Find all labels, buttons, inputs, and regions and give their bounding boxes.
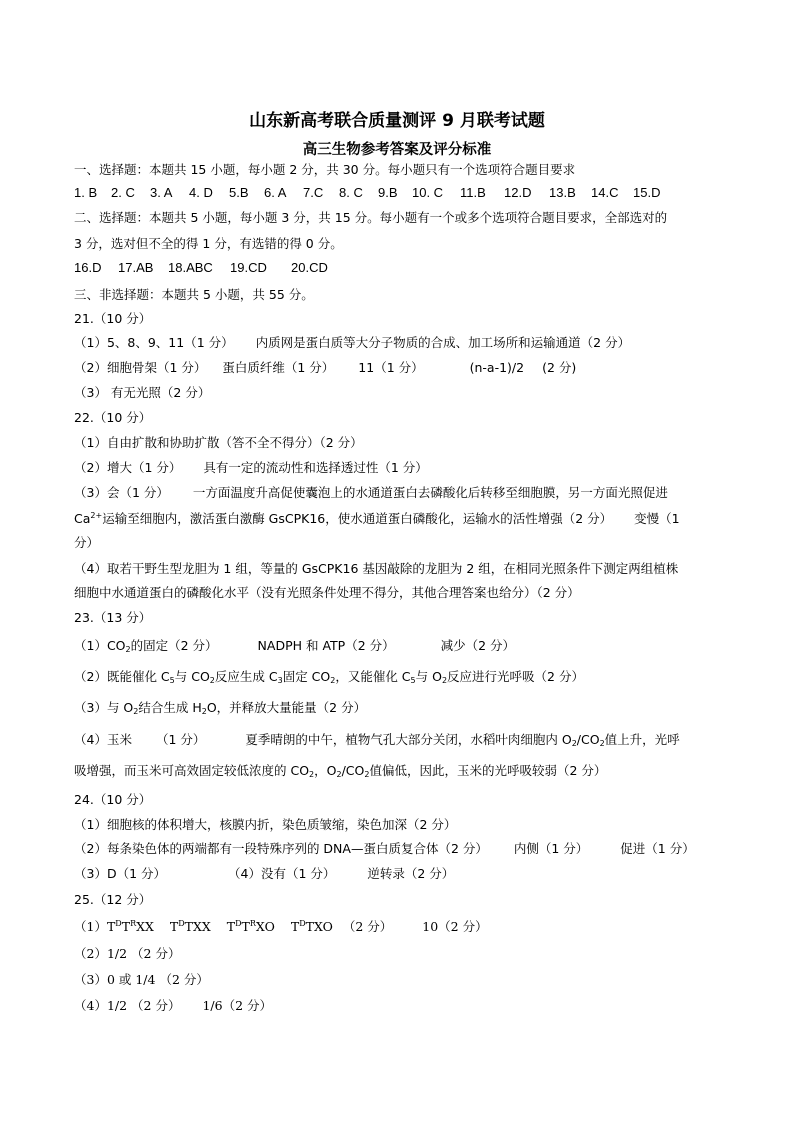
q25-answer-2: （2）1/2 （2 分） [74, 946, 181, 961]
answer-text: 值上升，光呼 [604, 732, 680, 747]
q21-answer-2 [74, 359, 576, 376]
part2-heading-line1: 二、选择题：本题共 5 小题，每小题 3 分，共 15 分。每小题有一个或多个选项符合题目要求，全部选对的 [74, 210, 668, 225]
subscript: 2 [125, 645, 131, 654]
answer-item: 3. A [150, 185, 173, 200]
subscript: 2 [330, 676, 336, 685]
answer-text: 值偏低，因此，玉米的光呼吸较弱（2 分） [369, 763, 607, 778]
answer-item: 8. C [339, 185, 363, 200]
q24-heading: 24.（10 分） [74, 792, 152, 807]
answer-item: 19.CD [230, 260, 267, 275]
q22-answer-4-cont: 细胞中水通道蛋白的磷酸化水平（没有光照条件处理不得分，其他合理答案也给分）（2 分） [74, 585, 580, 600]
answer-text: 减少（2 分） [440, 638, 516, 653]
document-title: 山东新高考联合质量测评 9 月联考试题 [249, 111, 545, 131]
subscript: 5 [169, 676, 175, 685]
q23-heading: 23.（13 分） [74, 610, 152, 625]
answer-item: 1. B [74, 185, 98, 200]
subscript: 2 [571, 739, 577, 748]
subscript: 5 [410, 676, 416, 685]
part2-heading-line2: 3 分，选对但不全的得 1 分，有选错的得 0 分。 [74, 236, 343, 251]
answer-text: 促进（1 分） [620, 841, 695, 856]
q22-answer-1: （1）自由扩散和协助扩散（答不全不得分）（2 分） [74, 435, 363, 450]
q23-answer-3 [74, 699, 366, 716]
q22-answer-3-cont [74, 510, 680, 527]
answer-text: （3）D（1 分） [74, 866, 167, 881]
answer-text: 逆转录（2 分） [367, 866, 455, 881]
answer-text: ，又能催化 C [335, 669, 411, 684]
q23-answer-4-cont [74, 762, 606, 779]
answer-item: 13.B [549, 185, 576, 200]
answer-item: 5.B [229, 185, 249, 200]
answer-item: 4. D [189, 185, 213, 200]
answer-item: 14.C [591, 185, 619, 200]
q23-answer-1 [74, 637, 515, 654]
answer-text: /CO [576, 732, 600, 747]
answer-text: 结合生成 H [138, 700, 202, 715]
q25-answer-3: （3）0 或 1/4 （2 分） [74, 972, 209, 987]
genotype: $T^DT^RXO$ [226, 919, 275, 934]
answer-item: 7.C [303, 185, 324, 200]
part3-heading: 三、非选择题：本题共 5 小题，共 55 分。 [74, 287, 314, 302]
answer-item: 10. C [412, 185, 444, 200]
q21-answer-1 [74, 334, 630, 351]
q25-answer-4 [74, 997, 272, 1014]
q22-heading: 22.（10 分） [74, 410, 152, 425]
q22-answer-3 [74, 484, 668, 501]
answer-item: 11.B [460, 185, 486, 200]
answer-item: 17.AB [118, 260, 154, 275]
subscript: 2 [201, 707, 207, 716]
answer-text: （3）与 O [74, 700, 134, 715]
answer-text: 11（1 分） [358, 360, 424, 375]
answer-text: （2）增大（1 分） [74, 460, 182, 475]
superscript: 2+ [90, 511, 103, 520]
genotype: $T^DT^RXX$ [106, 919, 154, 934]
document-subtitle: 高三生物参考答案及评分标准 [302, 142, 492, 158]
answer-item: 18.ABC [168, 260, 213, 275]
subscript: 2 [209, 676, 215, 685]
part1-heading: 一、选择题：本题共 15 小题，每小题 2 分，共 30 分。每小题只有一个选项符合题目要求 [74, 162, 576, 177]
answer-text: 与 O [415, 669, 442, 684]
answer-item: 20.CD [291, 260, 328, 275]
answer-text: 内侧（1 分） [513, 841, 589, 856]
answer-text: （1）5、8、9、11（1 分） [74, 335, 234, 350]
answer-text: 反应生成 C [214, 669, 278, 684]
answer-text: /CO [341, 763, 365, 778]
answer-item: 12.D [504, 185, 532, 200]
answer-item: 15.D [633, 185, 661, 200]
answer-text: 夏季晴朗的中午，植物气孔大部分关闭，水稻叶肉细胞内 O [245, 732, 572, 747]
q24-answer-1: （1）细胞核的体积增大，核膜内折，染色质皱缩，染色加深（2 分） [74, 817, 457, 832]
answer-text: （1） [74, 919, 107, 934]
answer-text: Ca [74, 511, 91, 526]
q25-answer-1 [74, 918, 488, 935]
subscript: 2 [309, 770, 315, 779]
answer-text: 的固定（2 分） [130, 638, 218, 653]
answer-text: 一方面温度升高促使囊泡上的水通道蛋白去磷酸化后转移至细胞膜，另一方面光照促进 [192, 485, 668, 500]
q25-heading: 25.（12 分） [74, 892, 152, 907]
answer-text: （4）玉米 [74, 732, 132, 747]
answer-text: 具有一定的流动性和选择透过性（1 分） [203, 460, 428, 475]
answer-text: （2）既能催化 C [74, 669, 170, 684]
answer-text: 与 CO [174, 669, 210, 684]
q23-answer-2 [74, 668, 584, 685]
answer-text: (2 分) [542, 360, 577, 375]
answer-text: （1）CO [74, 638, 126, 653]
subscript: 2 [133, 707, 139, 716]
answer-text: 内质网是蛋白质等大分子物质的合成、加工场所和运输通道（2 分） [255, 335, 631, 350]
q22-answer-2 [74, 459, 428, 476]
q22-answer-4: （4）取若干野生型龙胆为 1 组，等量的 GsCPK16 基因敲除的龙胆为 2 组，在相同光照条件下测定两组植株 [74, 561, 679, 576]
answer-item: 9.B [378, 185, 398, 200]
answer-text: （4）1/2 （2 分） [74, 998, 181, 1013]
answer-text: 固定 CO [282, 669, 331, 684]
genotype: $T^DTXX$ [169, 919, 211, 934]
subscript: 3 [277, 676, 283, 685]
answer-text: 10（2 分） [422, 919, 488, 934]
answer-text: O，并释放大量能量（2 分） [206, 700, 367, 715]
answer-text: （2）每条染色体的两端都有一段特殊序列的 DNA—蛋白质复合体（2 分） [74, 841, 488, 856]
answer-item: 16.D [74, 260, 102, 275]
answer-text: (n-a-1)/2 [469, 360, 525, 375]
subscript: 2 [599, 739, 605, 748]
subscript: 2 [441, 676, 448, 685]
answer-text: （1 分） [155, 732, 206, 747]
answer-item: 6. A [264, 185, 287, 200]
answer-text: 运输至细胞内，激活蛋白激酶 GsCPK16，使水通道蛋白磷酸化，运输水的活性增强（2 分） [102, 511, 613, 526]
answer-text: （3）会（1 分） [74, 485, 169, 500]
q23-answer-4 [74, 731, 680, 748]
genotype: $T^DTXO$ [290, 919, 333, 934]
answer-text: 蛋白质纤维（1 分） [222, 360, 335, 375]
answer-text: 变慢（1 [634, 511, 680, 526]
q21-answer-3: （3） 有无光照（2 分） [74, 385, 211, 400]
answer-text: （2）细胞骨架（1 分） [74, 360, 207, 375]
answer-text: （4）没有（1 分） [228, 866, 336, 881]
answer-text: 1/6（2 分） [202, 998, 273, 1013]
q24-answer-3 [74, 865, 454, 882]
answer-text: NADPH 和 ATP（2 分） [257, 638, 395, 653]
subscript: 2 [364, 770, 370, 779]
answer-text: （2 分） [342, 919, 393, 934]
subscript: 2 [336, 770, 342, 779]
q24-answer-2 [74, 840, 695, 857]
q22-answer-3-end: 分） [74, 535, 100, 550]
answer-text: 吸增强，而玉米可高效固定较低浓度的 CO [74, 763, 310, 778]
answer-text: 反应进行光呼吸（2 分） [447, 669, 584, 684]
answer-text: ，O [314, 763, 337, 778]
q21-heading: 21.（10 分） [74, 311, 152, 326]
answer-item: 2. C [111, 185, 135, 200]
